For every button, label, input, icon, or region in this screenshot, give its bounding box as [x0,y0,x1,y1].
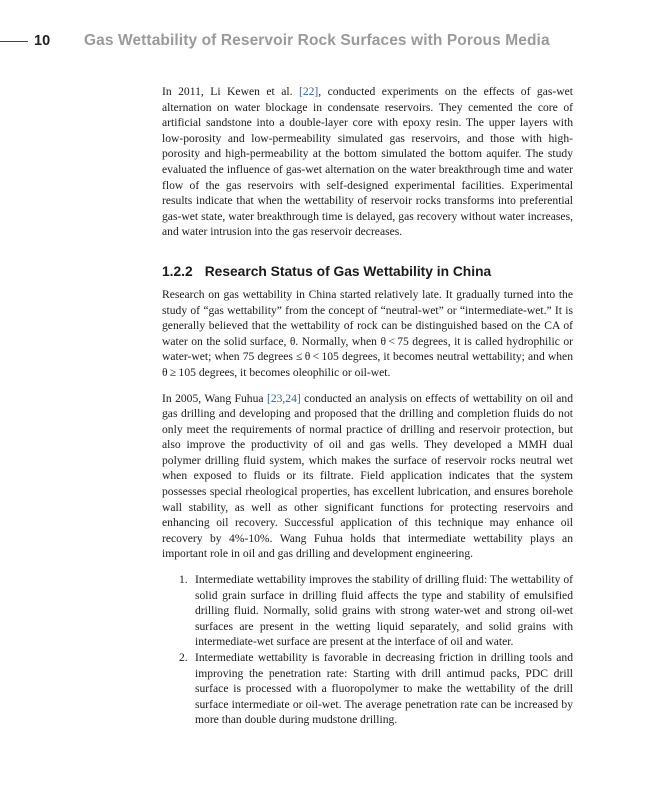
list-item [162,650,573,728]
citation-link[interactable]: [23,24] [266,391,301,405]
page-body [162,84,573,728]
paragraph-wang-fuhua [162,391,573,563]
page-number: 10 [34,33,51,49]
section-title: Research Status of Gas Wettability in China [204,263,492,279]
list-item-number: 1. [179,573,188,587]
paragraph-text: In 2005, Wang Fuhua [162,391,267,405]
running-title: Gas Wettability of Reservoir Rock Surfaces with Porous Media [84,32,550,49]
paragraph-text: , conducted experiments on the effects of gas-wet alternation on water blockage in condensate reservoirs. They cemented the core of artificial sandstone into a double-layer core with epoxy resin. The upper layers with low-porosity and low-permeability simulated gas reservoirs, and those with high-porosity and high-permeability at the bottom simulated the bottom aquifer. The study evaluated the influence of gas-wet alternation on the water breakthrough time and water flow of the gas reservoirs with self-designed experimental facilities. Experimental results indicate that when the wettability of reservoir rocks transforms into preferential gas-wet state, water breakthrough time is delayed, gas recovery without water increases, and water intrusion into the gas reservoir decreases. [162,85,573,239]
section-number: 1.2.2 [162,263,193,279]
list-item-number: 2. [179,651,188,664]
list-item-text: Intermediate wettability is favorable in decreasing friction in drilling tools and improving the penetration rate: Starting with drill antimud packs, PDC drill surface is processed with a fluoropolymer to make the wettability of the drill surface intermediate or oil-wet. The average penetration rate can be increased by more than double during mudstone drilling. [195,651,573,727]
numbered-list [162,572,573,728]
header-rule [0,41,28,42]
list-item-text: Intermediate wettability improves the stability of drilling fluid: The wettability of solid grain surface in drilling fluid affects the type and stability of emulsified drilling fluid. Normally, solid grains with strong water-wet and strong oil-wet surfaces are present in the wetting liquid separately, and solid grains with intermediate-wet surface are present at the interface of oil and water. [195,573,573,649]
paragraph-li-kewen [162,84,573,240]
paragraph-text: conducted an analysis on effects of wettability on oil and gas drilling and developing and proposed that the drilling and completion fluids do not only meet the requirements of normal practice of drilling and reservoir protection, but also improve the productivity of oil and gas wells. They developed a MMH dual polymer drilling fluid system, which makes the surface of reservoir rocks neutral wet when exposed to fluids or its filtrate. Field application indicates that the system possesses special rheological properties, has excellent lubrication, and ensures borehole wall stability, as well as other significant functions for protecting reservoirs and enhancing oil recovery. Successful application of this technique may enhance oil recovery by 4%-10%. Wang Fuhua holds that intermediate wettability plays an important role in oil and gas drilling and development engineering. [162,391,573,561]
paragraph-text: In 2011, Li Kewen et al. [162,85,299,98]
citation-link[interactable]: [22] [298,85,319,98]
section-heading [162,263,573,281]
list-item [162,572,573,650]
paragraph-gas-wettability-china: Research on gas wettability in China started relatively late. It gradually turned into the study of “gas wettability” from the concept of “neutral-wet” or “intermediate-wet.” It is generally believed that the wettability of rock can be distinguished based on the CA of water on the solid surface, θ. Normally, when θ < 75 degrees, it is called hydrophilic or water-wet; when 75 degrees ≤ θ < 105 degrees, it becomes neutral wettability; and when θ ≥ 105 degrees, it becomes oleophilic or oil-wet. [162,287,573,379]
